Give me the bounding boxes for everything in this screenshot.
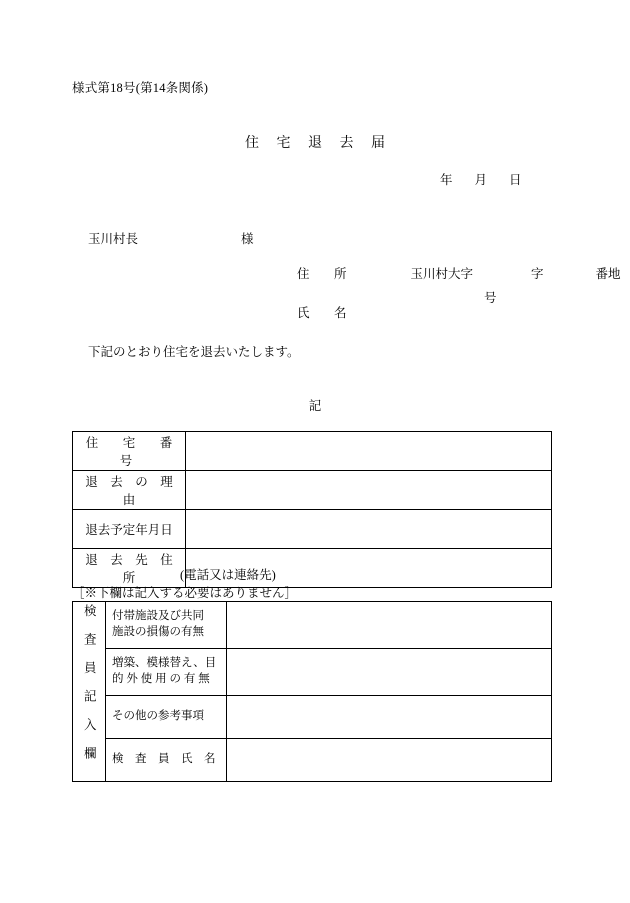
form-number: 様式第18号(第14条関係) [72,81,209,95]
page-title: 住 宅 退 去 届 [245,136,392,151]
applicant-address-value: 玉川村大字 [410,267,474,281]
table-row [73,471,552,510]
row-label-housing-number: 住 宅 番 号 [73,432,186,471]
table-row [73,510,552,549]
row-value-reason[interactable] [186,471,552,510]
table-row [73,696,552,739]
inspector-row-label-other-line1: その他の参考事項 [112,710,204,723]
date-month-label: 月 [474,173,488,187]
row-label-new-address: 退 去 先 住 所 [73,549,186,588]
table-row [73,649,552,696]
applicant-address-line [297,264,621,282]
applicant-aza-label: 字 [531,267,544,281]
date-day-label: 日 [509,173,522,187]
inspector-row-label-other [106,696,227,739]
no-entry-note: ［※下欄は記入する必要はありません］ [72,586,298,600]
applicant-address-label: 住 所 [297,267,353,281]
inspector-row-label-alteration [106,649,227,696]
table-row [73,602,552,649]
applicant-go-label: 号 [484,291,497,305]
inspector-side-label [73,602,106,782]
inspector-row-label-damage-line2: 施設の損傷の有無 [112,626,204,638]
inspector-row-label-alteration-line2: 的 外 使 用 の 有 無 [112,673,210,685]
inspector-row-label-inspector-name [106,739,227,782]
applicant-name-line [297,303,353,321]
date-line [440,170,522,188]
date-year-label: 年 [440,173,453,187]
statement-text: 下記のとおり住宅を退去いたします。 [88,345,300,359]
inspector-row-value-inspector-name[interactable] [227,739,552,782]
applicant-banchi-label: 番地 [595,267,621,281]
addressee: 玉川村長 [88,232,139,246]
inspector-row-value-alteration[interactable] [227,649,552,696]
inspector-row-label-inspector-name-line1: 検 査 員 氏 名 [112,753,216,766]
inspector-table [72,601,552,782]
ki-mark: 記 [308,399,322,413]
main-table [72,431,552,588]
table-row [73,432,552,471]
inspector-row-label-damage-line1: 付帯施設及び共同 [112,610,204,623]
phone-contact-note: (電話又は連絡先) [180,568,276,582]
inspector-row-label-damage [106,602,227,649]
row-value-planned-date[interactable] [186,510,552,549]
inspector-row-value-damage[interactable] [227,602,552,649]
addressee-honorific: 様 [241,232,254,246]
table-row [73,739,552,782]
applicant-name-label: 氏 名 [297,306,353,320]
row-value-housing-number[interactable] [186,432,552,471]
inspector-row-value-other[interactable] [227,696,552,739]
row-label-planned-date: 退去予定年月日 [73,510,186,549]
row-label-reason: 退 去 の 理 由 [73,471,186,510]
inspector-row-label-alteration-line1: 増築、模様替え、目 [112,657,217,670]
inspector-side-label-text: 検査員記入欄 [82,604,97,775]
table-row [73,549,552,588]
